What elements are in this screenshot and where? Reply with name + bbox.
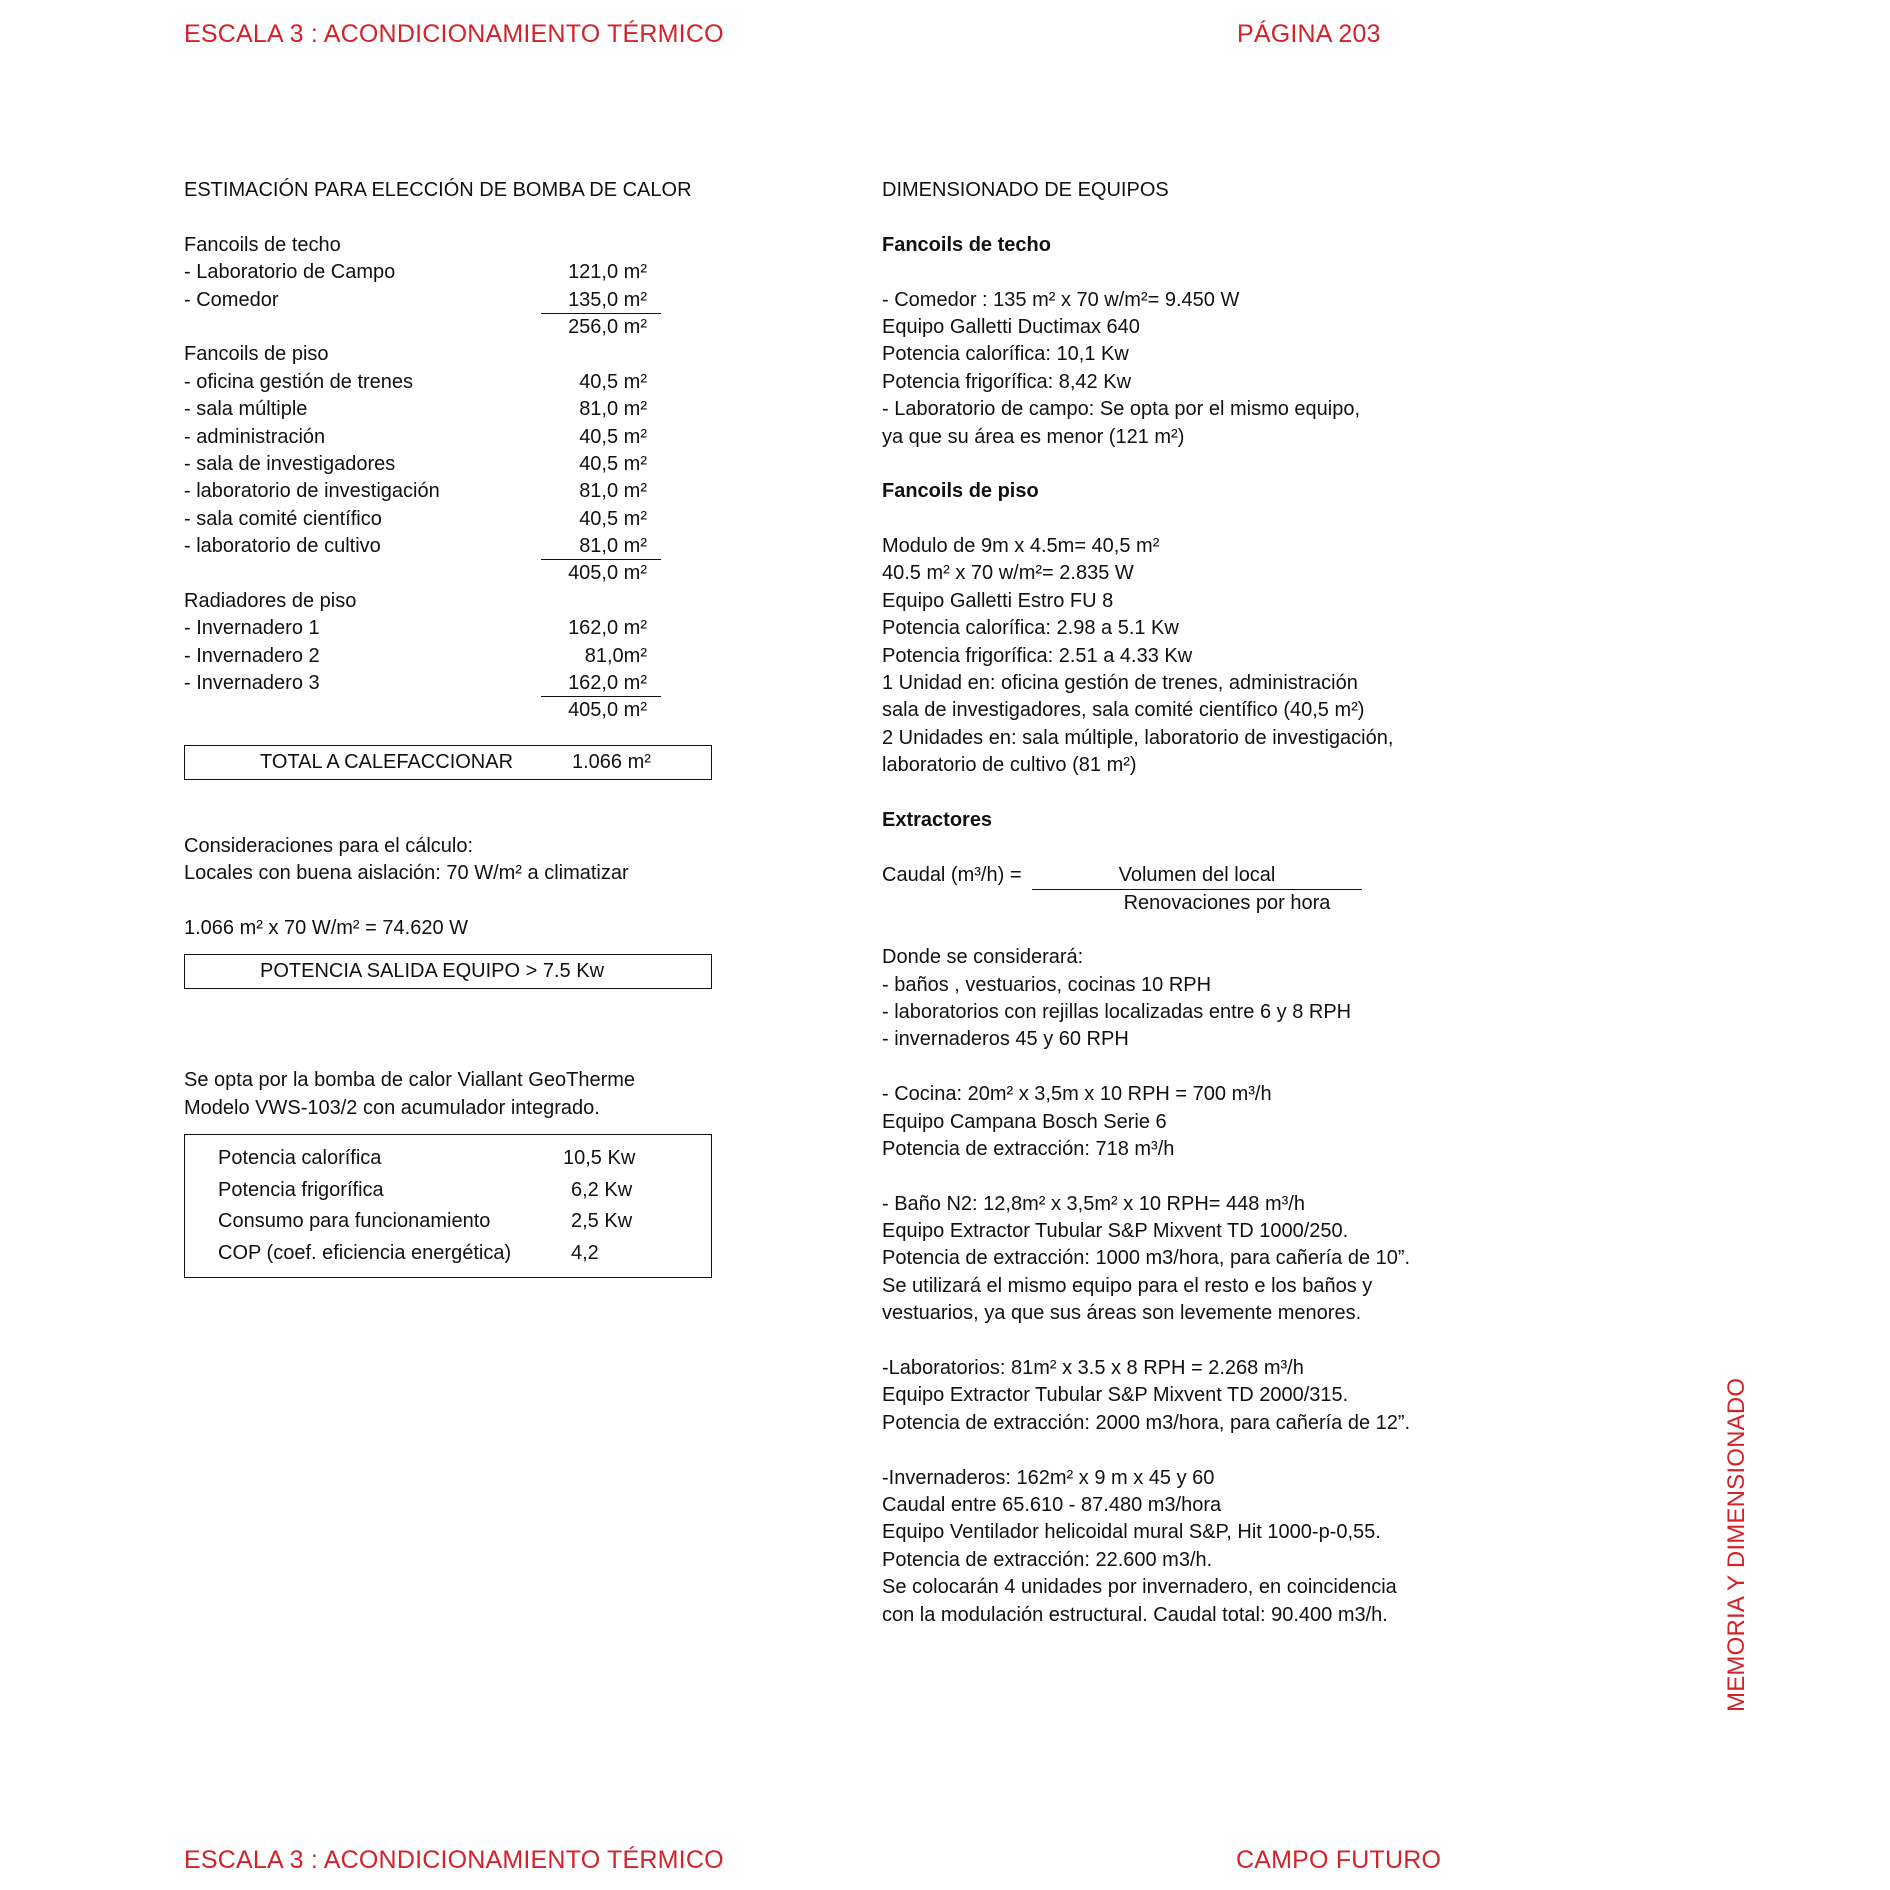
text-line: -Laboratorios: 81m² x 3.5 x 8 RPH = 2.268 m³/h [882, 1357, 1304, 1380]
formula-numerator: Volumen del local [1032, 862, 1362, 890]
considerations-text: Locales con buena aislación: 70 W/m² a climatizar [184, 862, 629, 885]
text-line: - Comedor : 135 m² x 70 w/m²= 9.450 W [882, 288, 1240, 311]
item-value: 121,0 m² [568, 261, 647, 284]
choice-text-2: Modelo VWS-103/2 con acumulador integrado. [184, 1096, 600, 1119]
subtotal-row [184, 697, 724, 724]
lab-block [882, 1355, 1502, 1437]
subtotal-value: 405,0 m² [568, 562, 647, 585]
group-heading: Radiadores de piso [184, 589, 357, 612]
item-value: 81,0 m² [579, 480, 647, 503]
item-label: - sala de investigadores [184, 452, 396, 475]
item-label: - administración [184, 425, 326, 448]
item-label: - laboratorio de cultivo [184, 535, 381, 558]
text-line: ya que su área es menor (121 m²) [882, 425, 1185, 448]
item-label: - Comedor [184, 288, 279, 311]
text-line: Potencia calorífica: 10,1 Kw [882, 343, 1129, 366]
item-value: 135,0 m² [541, 287, 661, 314]
formula-label: Caudal (m³/h) = [882, 863, 1022, 886]
item-label: - sala múltiple [184, 398, 308, 421]
list-item [184, 670, 724, 697]
subtotal-row [184, 314, 724, 341]
text-line: Equipo Extractor Tubular S&P Mixvent TD 1000/250. [882, 1220, 1349, 1243]
list-item [184, 451, 724, 478]
item-value: 40,5 m² [579, 425, 647, 448]
list-item [184, 478, 724, 505]
text-line: - laboratorios con rejillas localizadas entre 6 y 8 RPH [882, 1000, 1352, 1023]
item-label: - Invernadero 3 [184, 672, 320, 695]
text-line: - baños , vestuarios, cocinas 10 RPH [882, 973, 1212, 996]
item-label: - laboratorio de investigación [184, 480, 440, 503]
section-title: ESTIMACIÓN PARA ELECCIÓN DE BOMBA DE CALOR [184, 179, 692, 201]
list-item [184, 533, 724, 560]
text-line: - invernaderos 45 y 60 RPH [882, 1028, 1129, 1051]
spec-value: 6,2 Kw [571, 1178, 633, 1201]
spec-label: COP (coef. eficiencia energética) [218, 1241, 512, 1264]
spec-row [185, 1175, 711, 1207]
spec-row [185, 1238, 711, 1270]
total-label: TOTAL A CALEFACCIONAR [260, 750, 514, 773]
text-line: Equipo Galletti Ductimax 640 [882, 315, 1140, 338]
text-line: Potencia calorífica: 2.98 a 5.1 Kw [882, 617, 1179, 640]
list-item [184, 643, 724, 670]
text-line: Modulo de 9m x 4.5m= 40,5 m² [882, 535, 1160, 558]
text-line: Caudal entre 65.610 - 87.480 m3/hora [882, 1493, 1222, 1516]
text-line: - Laboratorio de campo: Se opta por el mismo equipo, [882, 398, 1361, 421]
text-line: Equipo Ventilador helicoidal mural S&P, Hit 1000-p-0,55. [882, 1521, 1381, 1544]
spec-value: 2,5 Kw [571, 1210, 633, 1233]
list-item [184, 259, 724, 286]
item-value: 40,5 m² [579, 507, 647, 530]
text-line: Potencia de extracción: 718 m³/h [882, 1137, 1175, 1160]
list-item [184, 506, 724, 533]
group-piso [184, 341, 724, 588]
item-label: - Invernadero 2 [184, 644, 320, 667]
power-calculation: 1.066 m² x 70 W/m² = 74.620 W [184, 916, 468, 939]
piso-block [882, 533, 1502, 780]
text-line: -Invernaderos: 162m² x 9 m x 45 y 60 [882, 1466, 1215, 1489]
group-heading: Fancoils de piso [184, 343, 329, 366]
text-line: Se colocarán 4 unidades por invernadero, en coincidencia [882, 1576, 1397, 1599]
total-value: 1.066 m² [572, 750, 651, 773]
list-item [184, 396, 724, 423]
text-line: - Baño N2: 12,8m² x 3,5m² x 10 RPH= 448 m³/h [882, 1192, 1305, 1215]
list-item [184, 287, 724, 314]
item-value: 162,0 m² [568, 617, 647, 640]
spec-label: Potencia frigorífica [218, 1178, 384, 1201]
spec-label: Potencia calorífica [218, 1147, 382, 1170]
item-label: - oficina gestión de trenes [184, 370, 414, 393]
considerations-heading: Consideraciones para el cálculo: [184, 834, 474, 857]
right-column [882, 177, 1502, 1629]
text-line: Potencia de extracción: 1000 m3/hora, para cañería de 10”. [882, 1247, 1411, 1270]
section-title: DIMENSIONADO DE EQUIPOS [882, 179, 1169, 201]
cocina-block [882, 1081, 1502, 1163]
item-value: 40,5 m² [579, 370, 647, 393]
techo-block [882, 287, 1502, 451]
text-line: Donde se considerará: [882, 946, 1084, 969]
item-label: - Laboratorio de Campo [184, 261, 396, 284]
item-value: 162,0 m² [541, 670, 661, 697]
text-line: con la modulación estructural. Caudal total: 90.400 m3/h. [882, 1603, 1388, 1626]
text-line: Potencia frigorífica: 8,42 Kw [882, 370, 1132, 393]
subtotal-value: 256,0 m² [568, 315, 647, 338]
text-line: Potencia de extracción: 2000 m3/hora, para cañería de 12”. [882, 1411, 1411, 1434]
text-line: Potencia de extracción: 22.600 m3/h. [882, 1548, 1213, 1571]
text-line: sala de investigadores, sala comité científico (40,5 m²) [882, 699, 1365, 722]
caudal-formula [882, 862, 1502, 917]
side-section-label: MEMORIA Y DIMENSIONADO [1723, 1377, 1750, 1712]
spec-label: Consumo para funcionamiento [218, 1210, 491, 1233]
item-label: - sala comité científico [184, 507, 382, 530]
header-left-title: ESCALA 3 : ACONDICIONAMIENTO TÉRMICO [184, 20, 724, 48]
text-line: Potencia frigorífica: 2.51 a 4.33 Kw [882, 644, 1193, 667]
header-page-number: PÁGINA 203 [1237, 20, 1381, 48]
subtotal-row [184, 560, 724, 587]
bano-block [882, 1191, 1502, 1328]
group-techo [184, 232, 724, 342]
choice-text-1: Se opta por la bomba de calor Viallant GeoTherme [184, 1069, 636, 1092]
donde-block [882, 944, 1502, 1054]
list-item [184, 369, 724, 396]
formula-denominator: Renovaciones por hora [1123, 891, 1331, 914]
output-power-box: POTENCIA SALIDA EQUIPO > 7.5 Kw [184, 954, 712, 989]
text-line: 2 Unidades en: sala múltiple, laboratorio de investigación, [882, 726, 1394, 749]
group-heading: Fancoils de techo [184, 233, 341, 256]
invernaderos-block [882, 1465, 1502, 1629]
text-line: vestuarios, ya que sus áreas son levemente menores. [882, 1302, 1362, 1325]
extractores-heading: Extractores [882, 808, 993, 831]
group-radiadores [184, 588, 724, 725]
item-label: - Invernadero 1 [184, 617, 320, 640]
list-item [184, 615, 724, 642]
text-line: - Cocina: 20m² x 3,5m x 10 RPH = 700 m³/h [882, 1083, 1272, 1106]
text-line: laboratorio de cultivo (81 m²) [882, 754, 1137, 777]
text-line: Equipo Campana Bosch Serie 6 [882, 1110, 1167, 1133]
piso-heading: Fancoils de piso [882, 480, 1039, 503]
spec-value: 4,2 [571, 1241, 599, 1264]
spec-row [185, 1143, 711, 1175]
text-line: Se utilizará el mismo equipo para el resto e los baños y [882, 1274, 1373, 1297]
footer-project-name: CAMPO FUTURO [1236, 1846, 1442, 1874]
item-value: 81,0 m² [541, 533, 661, 560]
subtotal-value: 405,0 m² [568, 699, 647, 722]
item-value: 81,0 m² [579, 398, 647, 421]
total-box [184, 745, 712, 780]
footer-left-title: ESCALA 3 : ACONDICIONAMIENTO TÉRMICO [184, 1846, 724, 1874]
list-item [184, 424, 724, 451]
text-line: Equipo Extractor Tubular S&P Mixvent TD 2000/315. [882, 1384, 1349, 1407]
specs-box [184, 1134, 712, 1278]
left-column [184, 177, 724, 1278]
text-line: 1 Unidad en: oficina gestión de trenes, administración [882, 672, 1358, 695]
item-value: 40,5 m² [579, 452, 647, 475]
text-line: 40.5 m² x 70 w/m²= 2.835 W [882, 562, 1134, 585]
formula-fraction [1032, 862, 1362, 917]
spec-value: 10,5 Kw [563, 1147, 636, 1170]
text-line: Equipo Galletti Estro FU 8 [882, 589, 1114, 612]
techo-heading: Fancoils de techo [882, 233, 1051, 256]
spec-row [185, 1206, 711, 1238]
item-value: 81,0m² [584, 644, 647, 667]
